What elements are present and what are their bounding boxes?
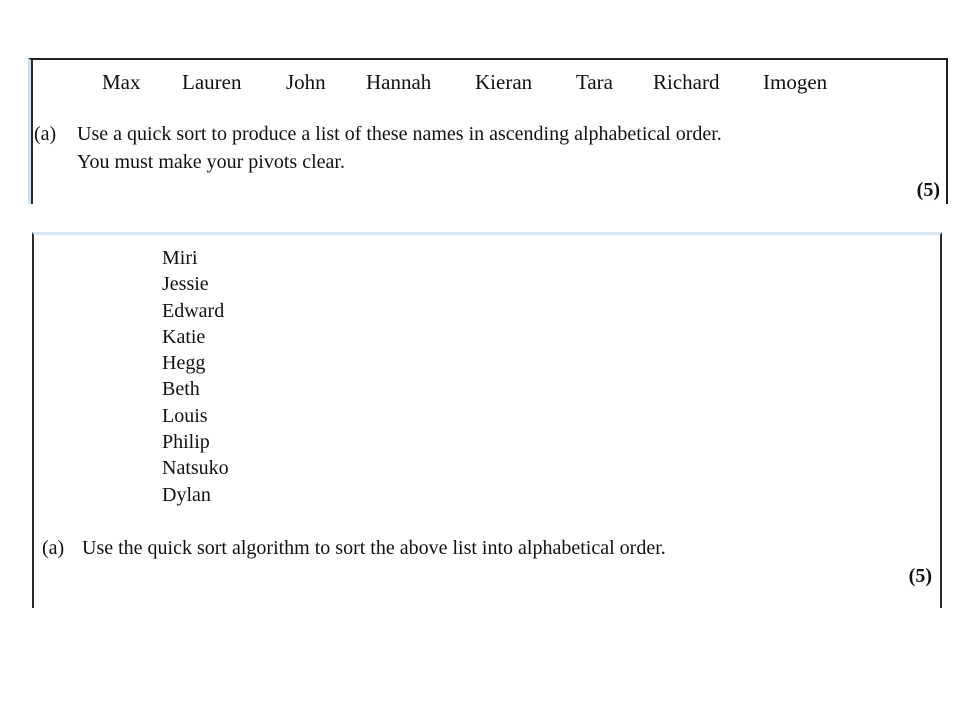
list-item: Katie <box>162 325 206 348</box>
question-text-line-1: Use a quick sort to produce a list of these names in ascending alphabetical order. <box>77 123 722 145</box>
list-item: Beth <box>162 378 200 401</box>
list-item: Dylan <box>162 483 211 506</box>
marks-label: (5) <box>916 179 940 201</box>
name-item: Hannah <box>366 70 432 94</box>
names-list <box>162 245 229 508</box>
question-text-line-2: You must make your pivots clear. <box>77 151 345 173</box>
list-item: Natsuko <box>162 457 229 480</box>
name-item: Max <box>102 70 141 94</box>
question-panel-1 <box>28 58 948 204</box>
name-item: Kieran <box>475 70 533 94</box>
names-row <box>31 66 946 98</box>
name-item: Tara <box>576 70 613 94</box>
question-text-line-1: Use the quick sort algorithm to sort the above list into alphabetical order. <box>82 537 666 559</box>
list-item: Hegg <box>162 352 206 375</box>
name-item: Lauren <box>182 70 242 94</box>
list-item: Philip <box>162 431 210 454</box>
marks-label: (5) <box>908 565 932 587</box>
name-item: Richard <box>653 70 720 94</box>
list-item: Edward <box>162 299 225 322</box>
part-label: (a) <box>42 537 65 559</box>
name-item: John <box>286 70 326 94</box>
list-item: Jessie <box>162 273 209 296</box>
part-label: (a) <box>34 123 57 145</box>
name-item: Imogen <box>763 70 828 94</box>
list-item: Louis <box>162 404 208 427</box>
question-panel-2 <box>32 232 942 608</box>
list-item: Miri <box>162 247 198 269</box>
